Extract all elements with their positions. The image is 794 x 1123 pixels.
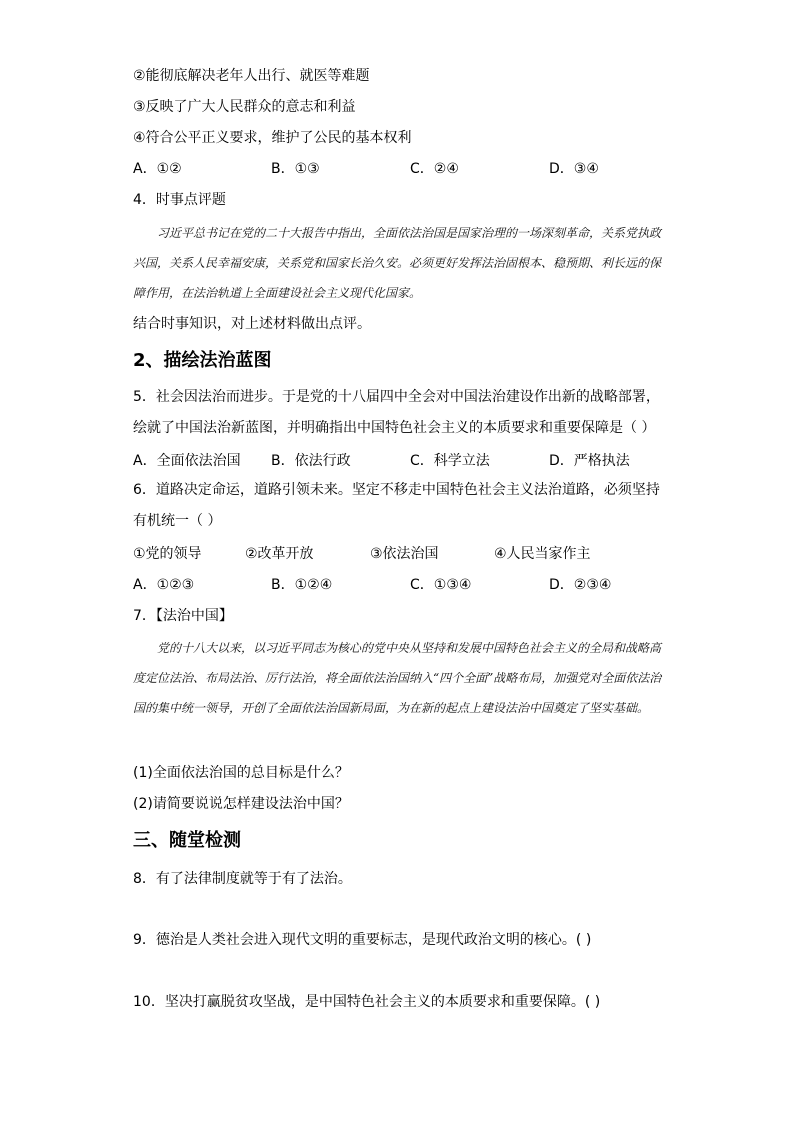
q3-option-b[interactable]: B．①③ (271, 161, 320, 177)
q6-item-2: ②改革开放 (245, 546, 314, 562)
q6-item-3: ③依法治国 (370, 546, 439, 562)
q6-item-4: ④人民当家作主 (494, 546, 591, 562)
q4-title: 4．时事点评题 (133, 192, 226, 208)
q3-option-a[interactable]: A．①② (133, 161, 182, 177)
section-heading-2: 2、描绘法治蓝图 (133, 350, 272, 371)
q6-option-d[interactable]: D．②③④ (549, 577, 612, 593)
q6-option-a[interactable]: A．①②③ (133, 577, 195, 593)
q5-option-d[interactable]: D．严格执法 (549, 453, 630, 469)
q3-item-2: ②能彻底解决老年人出行、就医等难题 (133, 68, 370, 84)
q4-material (133, 218, 663, 308)
q6-item-1: ①党的领导 (133, 546, 202, 562)
q5-option-b[interactable]: B．依法行政 (271, 453, 351, 469)
q5-option-c[interactable]: C．科学立法 (410, 453, 490, 469)
q3-item-4: ④符合公平正义要求，维护了公民的基本权利 (133, 130, 412, 146)
q3-option-c[interactable]: C．②④ (410, 161, 459, 177)
section-heading-3: 三、随堂检测 (133, 830, 241, 851)
q3-item-3: ③反映了广大人民群众的意志和利益 (133, 99, 356, 115)
q10-statement: 10．坚决打赢脱贫攻坚战，是中国特色社会主义的本质要求和重要保障。( ) (133, 994, 601, 1010)
q6-option-b[interactable]: B．①②④ (271, 577, 333, 593)
q3-option-d[interactable]: D．③④ (549, 161, 599, 177)
q6-option-c[interactable]: C．①③④ (410, 577, 472, 593)
q9-statement: 9．德治是人类社会进入现代文明的重要标志，是现代政治文明的核心。( ) (133, 932, 592, 948)
q7-sub-question-2: (2)请简要说说怎样建设法治中国？ (133, 796, 349, 812)
q7-title: 7．【法治中国】 (133, 608, 233, 624)
q4-material-text: 习近平总书记在党的二十大报告中指出，全面依法治国是国家治理的一场深刻革命，关系党执政兴国，关系人民幸福安康，关系党和国家长治久安。必须更好发挥法治固根本、稳预期、利长远的保障作用，在法治轨道上全面建设社会主义现代化国家。 (133, 226, 662, 300)
q6-stem: 6．道路决定命运，道路引领未来。坚定不移走中国特色社会主义法治道路，必须坚持有机统一（ ） (133, 482, 660, 529)
q5-stem: 5．社会因法治而进步。于是党的十八届四中全会对中国法治建设作出新的战略部署，绘就了中国法治新蓝图，并明确指出中国特色社会主义的本质要求和重要保障是（ ） (133, 389, 660, 436)
q5-option-a[interactable]: A．全面依法治国 (133, 453, 241, 469)
q7-sub-question-1: (1)全面依法治国的总目标是什么？ (133, 765, 349, 781)
q4-prompt: 结合时事知识，对上述材料做出点评。 (133, 316, 371, 332)
q7-material (133, 633, 663, 723)
q7-material-text: 党的十八大以来，以习近平同志为核心的党中央从坚持和发展中国特色社会主义的全局和战略高度定位法治、布局法治、厉行法治，将全面依法治国纳入“四个全面”战略布局，加强党对全面依法治国的集中统一领导，开创了全面依法治国新局面，为在新的起点上建设法治中国奠定了坚实基础。 (133, 641, 662, 715)
q8-statement: 8．有了法律制度就等于有了法治。 (133, 871, 352, 887)
